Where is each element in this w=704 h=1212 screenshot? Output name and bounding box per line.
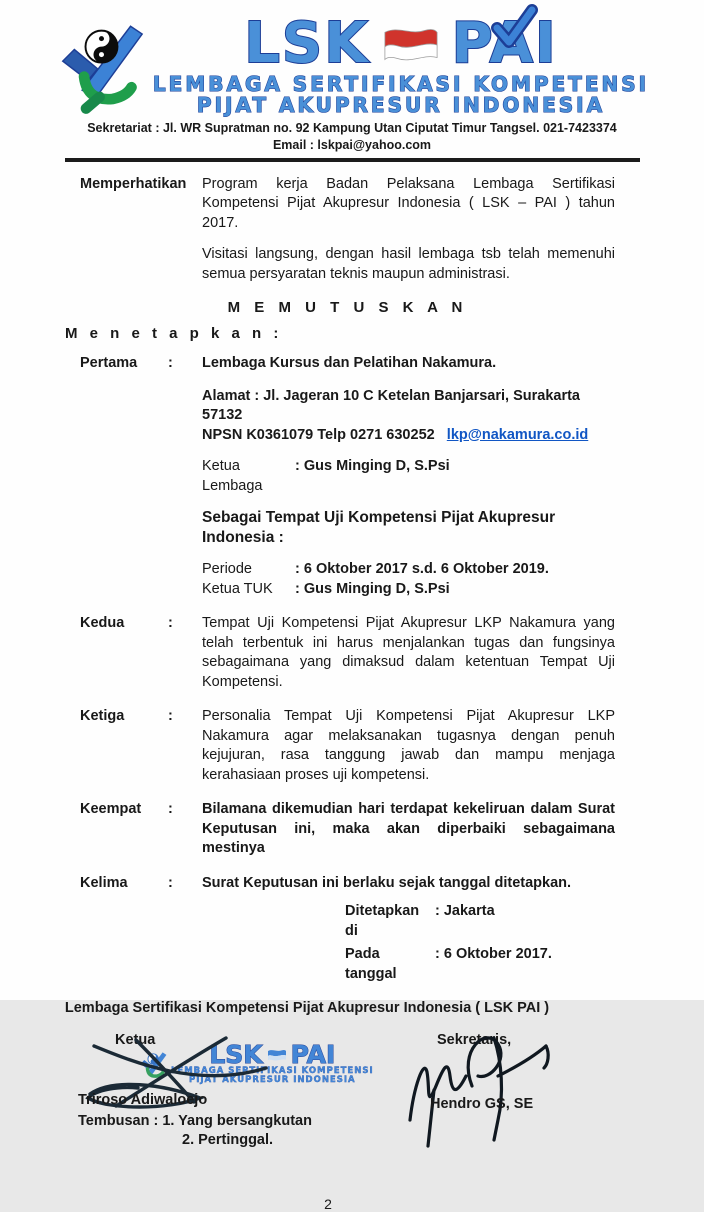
ketua-lembaga-value: : Gus Minging D, S.Psi	[295, 458, 450, 475]
logo-text-pai: PAI	[451, 11, 558, 76]
right-signer-title: Sekretaris,	[437, 1032, 512, 1049]
enactment-date-value: : 6 Oktober 2017.	[435, 946, 552, 963]
logo-subtitle-2: PIJAT AKUPRESUR INDONESIA	[196, 92, 606, 117]
enactment-date-label: Pada tanggal	[345, 946, 397, 982]
sebagai-heading: Sebagai Tempat Uji Kompetensi Pijat Akupresur Indonesia :	[202, 509, 556, 546]
secretariat-address: Sekretariat : Jl. WR Supratman no. 92 Kampung Utan Ciputat Timur Tangsel. 021-7423374	[87, 120, 617, 135]
decision-kelima	[80, 874, 615, 894]
address-line: Alamat : Jl. Jageran 10 C Ketelan Banjarsari, Surakarta 57132	[202, 387, 580, 424]
ketiga-colon: :	[168, 708, 173, 725]
enactment-block	[345, 902, 615, 984]
menetapkan-heading: M e n e t a p k a n :	[65, 324, 283, 342]
letterhead-divider	[65, 158, 640, 162]
npsn-text: NPSN K0361079 Telp 0271 630252	[202, 426, 435, 443]
memperhatikan-paragraph-2: Visitasi langsung, dengan hasil lembaga tsb telah memenuhi semua persyaratan teknis maupun administrasi.	[202, 246, 615, 282]
pertama-institution: Lembaga Kursus dan Pelatihan Nakamura.	[202, 355, 497, 372]
memperhatikan-section	[80, 175, 615, 285]
closing-organization: Lembaga Sertifikasi Kompetensi Pijat Akupresur Indonesia ( LSK PAI )	[64, 1000, 550, 1017]
email-link[interactable]: lkp@nakamura.co.id	[446, 426, 589, 443]
kelima-label: Kelima	[80, 874, 128, 891]
enactment-date-row	[345, 945, 615, 984]
letterhead	[0, 0, 704, 162]
periode-row	[202, 560, 615, 580]
memperhatikan-paragraph-1: Program kerja Badan Pelaksana Lembaga Sertifikasi Kompetensi Pijat Akupresur Indonesia ( LSK – PAI ) tahun 2017.	[202, 175, 615, 231]
decision-ketiga	[80, 707, 615, 785]
indonesia-flag-icon	[382, 24, 440, 64]
pertama-label: Pertama	[80, 355, 138, 372]
left-signer-name: Triroso Adiwaloejo	[78, 1092, 208, 1109]
pertama-address-block	[202, 387, 615, 446]
ketua-tuk-label: Ketua TUK	[202, 580, 273, 597]
acupressure-figure-icon	[55, 20, 147, 110]
kelima-text: Surat Keputusan ini berlaku sejak tanggal ditetapkan.	[202, 874, 572, 891]
memutuskan-heading: M E M U T U S K A N	[227, 299, 468, 317]
decision-kedua	[80, 614, 615, 692]
stamp-subtitle-2: PIJAT AKUPRESUR INDONESIA	[189, 1075, 356, 1086]
decision-keempat	[80, 800, 615, 859]
ketua-lembaga-row	[202, 457, 615, 496]
decision-pertama	[80, 354, 615, 374]
stamp-text-pai: PAI	[290, 1040, 336, 1070]
stamp-text-lsk: LSK	[209, 1040, 263, 1070]
ketiga-text: Personalia Tempat Uji Kompetensi Pijat Akupresur LKP Nakamura agar melaksanakan tugasnya dengan penuh kejujuran, rasa tanggung jawab dan mampu menjaga kerahasiaan proses uji kompetensi.	[202, 708, 615, 783]
kedua-text: Tempat Uji Kompetensi Pijat Akupresur LKP Nakamura yang telah terbentuk ini harus menjalankan tugas dan fungsinya sebagaimana yang dimaksud dalam ketentuan Tempat Uji Kompetensi.	[202, 615, 615, 690]
periode-label: Periode	[202, 561, 252, 578]
ketua-tuk-row	[202, 580, 615, 600]
page-number: 2	[324, 1196, 332, 1212]
kedua-label: Kedua	[80, 615, 125, 632]
tembusan-line-2: 2. Pertinggal.	[182, 1132, 274, 1149]
right-signature	[398, 1024, 558, 1156]
secretariat-email: Email : lskpai@yahoo.com	[272, 137, 432, 152]
logo-subtitle-1: LEMBAGA SERTIFIKASI KOMPETENSI	[152, 72, 650, 96]
signature-area	[0, 1026, 704, 1174]
kedua-colon: :	[168, 615, 173, 632]
npsn-line	[202, 426, 615, 446]
keempat-text: Bilamana dikemudian hari terdapat kekeliruan dalam Surat Keputusan ini, maka akan diperbaiki sebagaimana mestinya	[202, 801, 615, 857]
kelima-colon: :	[168, 874, 173, 891]
ketua-lembaga-label: Ketua Lembaga	[202, 458, 263, 494]
stamp-subtitle-1: LEMBAGA SERTIFIKASI KOMPETENSI	[171, 1066, 374, 1077]
tembusan-line-1: Tembusan : 1. Yang bersangkutan	[78, 1113, 312, 1130]
pertama-colon: :	[168, 355, 173, 372]
left-signer-title: Ketua	[115, 1032, 156, 1049]
memperhatikan-label: Memperhatikan	[80, 175, 187, 192]
enactment-place-label: Ditetapkan di	[345, 903, 420, 939]
keempat-label: Keempat	[80, 801, 142, 818]
ketua-tuk-value: : Gus Minging D, S.Psi	[295, 580, 450, 597]
enactment-place-row	[345, 902, 615, 941]
yin-yang-icon	[85, 31, 117, 63]
logo-text-lsk: LSK	[244, 11, 370, 76]
enactment-place-value: : Jakarta	[435, 903, 495, 920]
right-signer-name: Hendro GS, SE	[430, 1096, 534, 1113]
keempat-colon: :	[168, 801, 173, 818]
letter-body	[0, 175, 704, 985]
ketiga-label: Ketiga	[80, 708, 125, 725]
tembusan-block	[78, 1112, 312, 1150]
checkmark-icon	[488, 2, 540, 52]
logo	[0, 11, 704, 117]
periode-block	[202, 560, 615, 599]
periode-value: : 6 Oktober 2017 s.d. 6 Oktober 2019.	[295, 561, 549, 578]
